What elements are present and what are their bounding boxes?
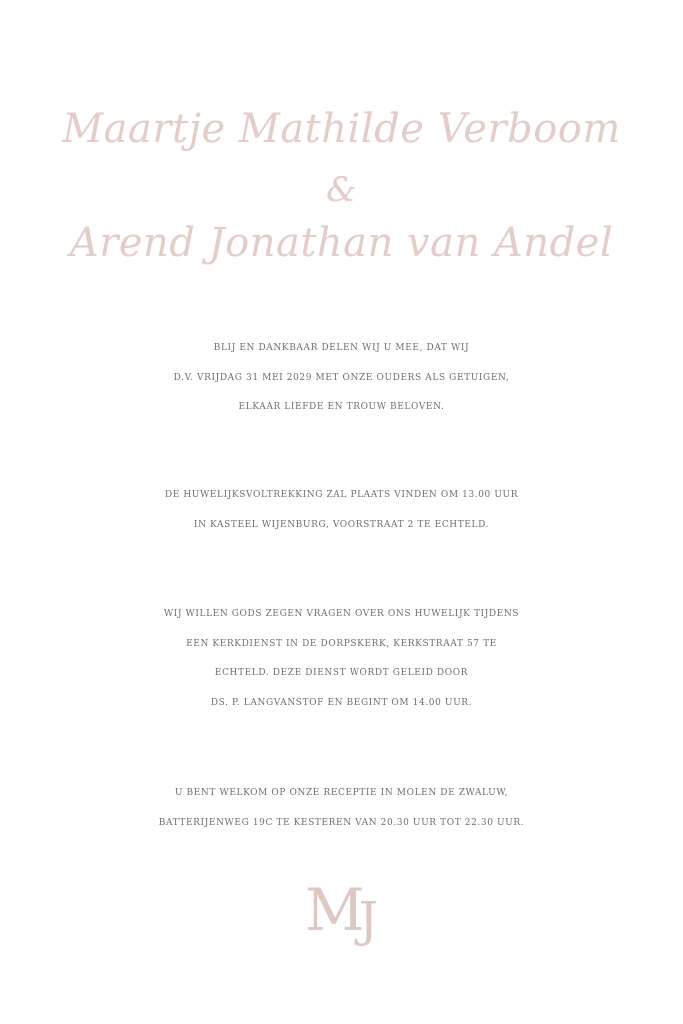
announcement-line: D.V. VRIJDAG 31 MEI 2029 MET ONZE OUDERS ALS GETUIGEN,	[173, 372, 510, 383]
monogram-letter-j: J	[358, 892, 378, 948]
reception-line: BATTERIJENWEG 19C TE KESTEREN VAN 20.30 UUR TOT 22.30 UUR.	[158, 817, 525, 828]
church-service-line: DS. P. LANGVANSTOF EN BEGINT OM 14.00 UUR.	[210, 697, 473, 708]
ceremony-line: IN KASTEEL WIJENBURG, VOORSTRAAT 2 TE ECHTELD.	[193, 519, 490, 530]
monogram-letter-m: M	[305, 876, 359, 944]
reception-line: U BENT WELKOM OP ONZE RECEPTIE IN MOLEN DE ZWALUW,	[174, 788, 509, 798]
announcement-paragraph	[0, 334, 683, 423]
ampersand: &	[326, 170, 357, 210]
groom-name: Arend Jonathan van Andel	[69, 220, 614, 266]
bride-name: Maartje Mathilde Verboom	[62, 106, 621, 152]
ceremony-paragraph	[0, 481, 683, 540]
announcement-line: BLIJ EN DANKBAAR DELEN WIJ U MEE, DAT WIJ	[213, 343, 470, 353]
church-service-line: ECHTELD. DEZE DIENST WORDT GELEID DOOR	[214, 668, 469, 678]
announcement-line: ELKAAR LIEFDE EN TROUW BELOVEN.	[238, 402, 445, 412]
reception-paragraph	[0, 779, 683, 838]
monogram-logo	[0, 872, 683, 962]
church-service-line: EEN KERKDIENST IN DE DORPSKERK, KERKSTRAAT 57 TE	[186, 638, 497, 649]
church-service-line: WIJ WILLEN GODS ZEGEN VRAGEN OVER ONS HUWELIJK TIJDENS	[163, 609, 520, 619]
ceremony-line: DE HUWELIJKSVOLTREKKING ZAL PLAATS VINDEN OM 13.00 UUR	[164, 490, 519, 500]
church-service-paragraph	[0, 600, 683, 718]
